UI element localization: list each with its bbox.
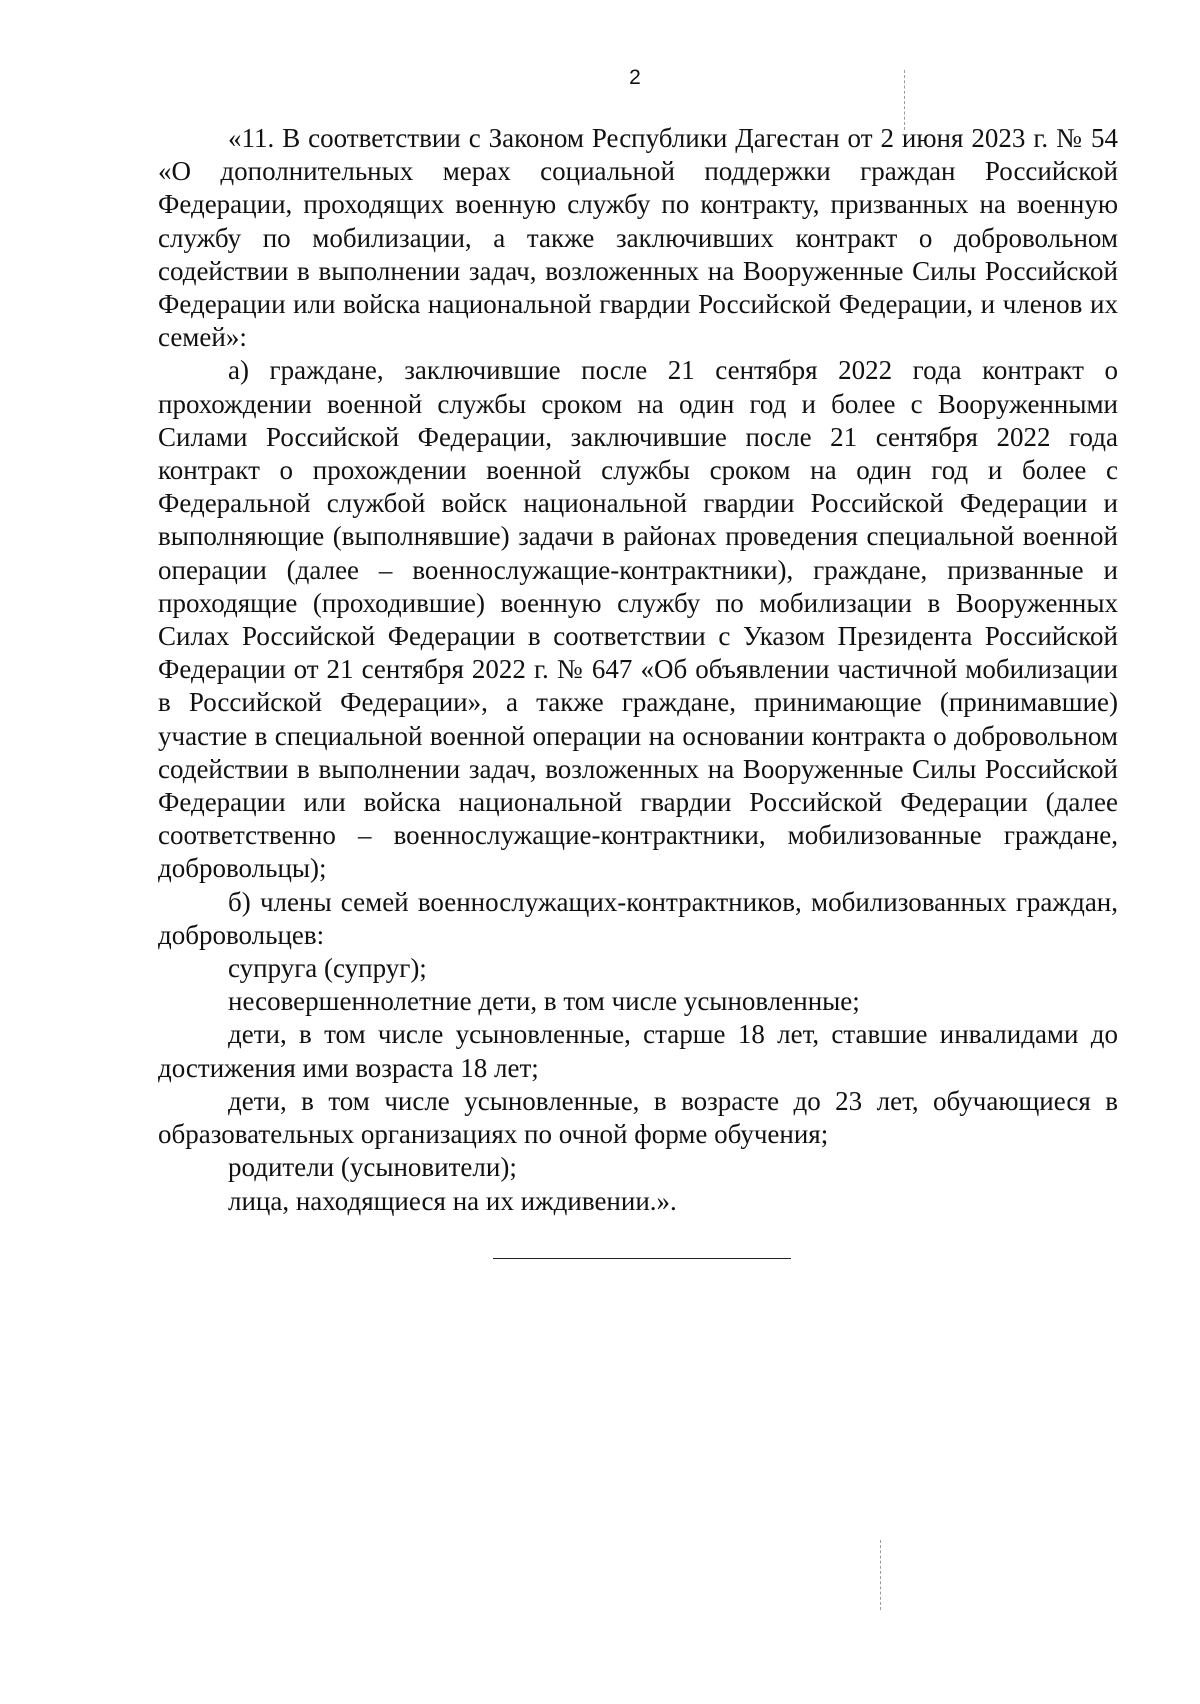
list-item-parents: родители (усыновители); [228, 1152, 517, 1183]
page-number: 2 [629, 66, 641, 89]
list-item-spouse: супруга (супруг); [228, 953, 427, 984]
document-body [158, 122, 1118, 1218]
scan-artifact-mark [880, 1540, 881, 1610]
list-item-dependents: лица, находящиеся на их иждивении.». [228, 1185, 677, 1216]
list-item-student-children: дети, в том числе усыновленные, в возрасте до 23 лет, обучающиеся в образовательных организациях по очной форме обучения; [158, 1085, 1118, 1150]
list-item-disabled-children: дети, в том числе усыновленные, старше 18 лет, ставшие инвалидами до достижения ими возраста 18 лет; [158, 1019, 1118, 1083]
end-separator-line [493, 1258, 791, 1259]
scan-artifact-mark [904, 70, 905, 130]
paragraph-item-a: а) граждане, заключившие после 21 сентября 2022 года контракт о прохождении военной службы сроком на один год и более с Вооруженными Силами Российской Федерации, заключившие после 21 сентября 2022 года контракт о прохождении военной службы сроком на один год и более с Федеральной службой войск национальной гвардии Российской Федерации и выполняющие (выполнявшие) задачи в районах проведения специальной военной операции (далее – военнослужащие-контрактники), граждане, призванные и проходящие (проходившие) военную службу по мобилизации в Вооруженных Силах Российской Федерации в соответствии с Указом Президента Российской Федерации от 21 сентября 2022 г. № 647 «Об объявлении частичной мобилизации в Российской Федерации», а также граждане, принимающие (принимавшие) участие в специальной военной операции на основании контракта о добровольном содействии в выполнении задач, возложенных на Вооруженные Силы Российской Федерации или войска национальной гвардии Российской Федерации (далее соответственно – военнослужащие-контрактники, мобилизованные граждане, добровольцы); [158, 355, 1118, 884]
paragraph-clause-11: «11. В соответствии с Законом Республики Дагестан от 2 июня 2023 г. № 54 «О дополнительных мерах социальной поддержки граждан Российской Федерации, проходящих военную службу по контракту, призванных на военную службу по мобилизации, а также заключивших контракт о добровольном содействии в выполнении задач, возложенных на Вооруженные Силы Российской Федерации или войска национальной гвардии Российской Федерации, и членов их семей»: [158, 123, 1118, 353]
paragraph-item-b: б) члены семей военнослужащих-контрактников, мобилизованных граждан, добровольцев: [158, 886, 1118, 950]
list-item-minor-children: несовершеннолетние дети, в том числе усыновленные; [228, 986, 860, 1017]
